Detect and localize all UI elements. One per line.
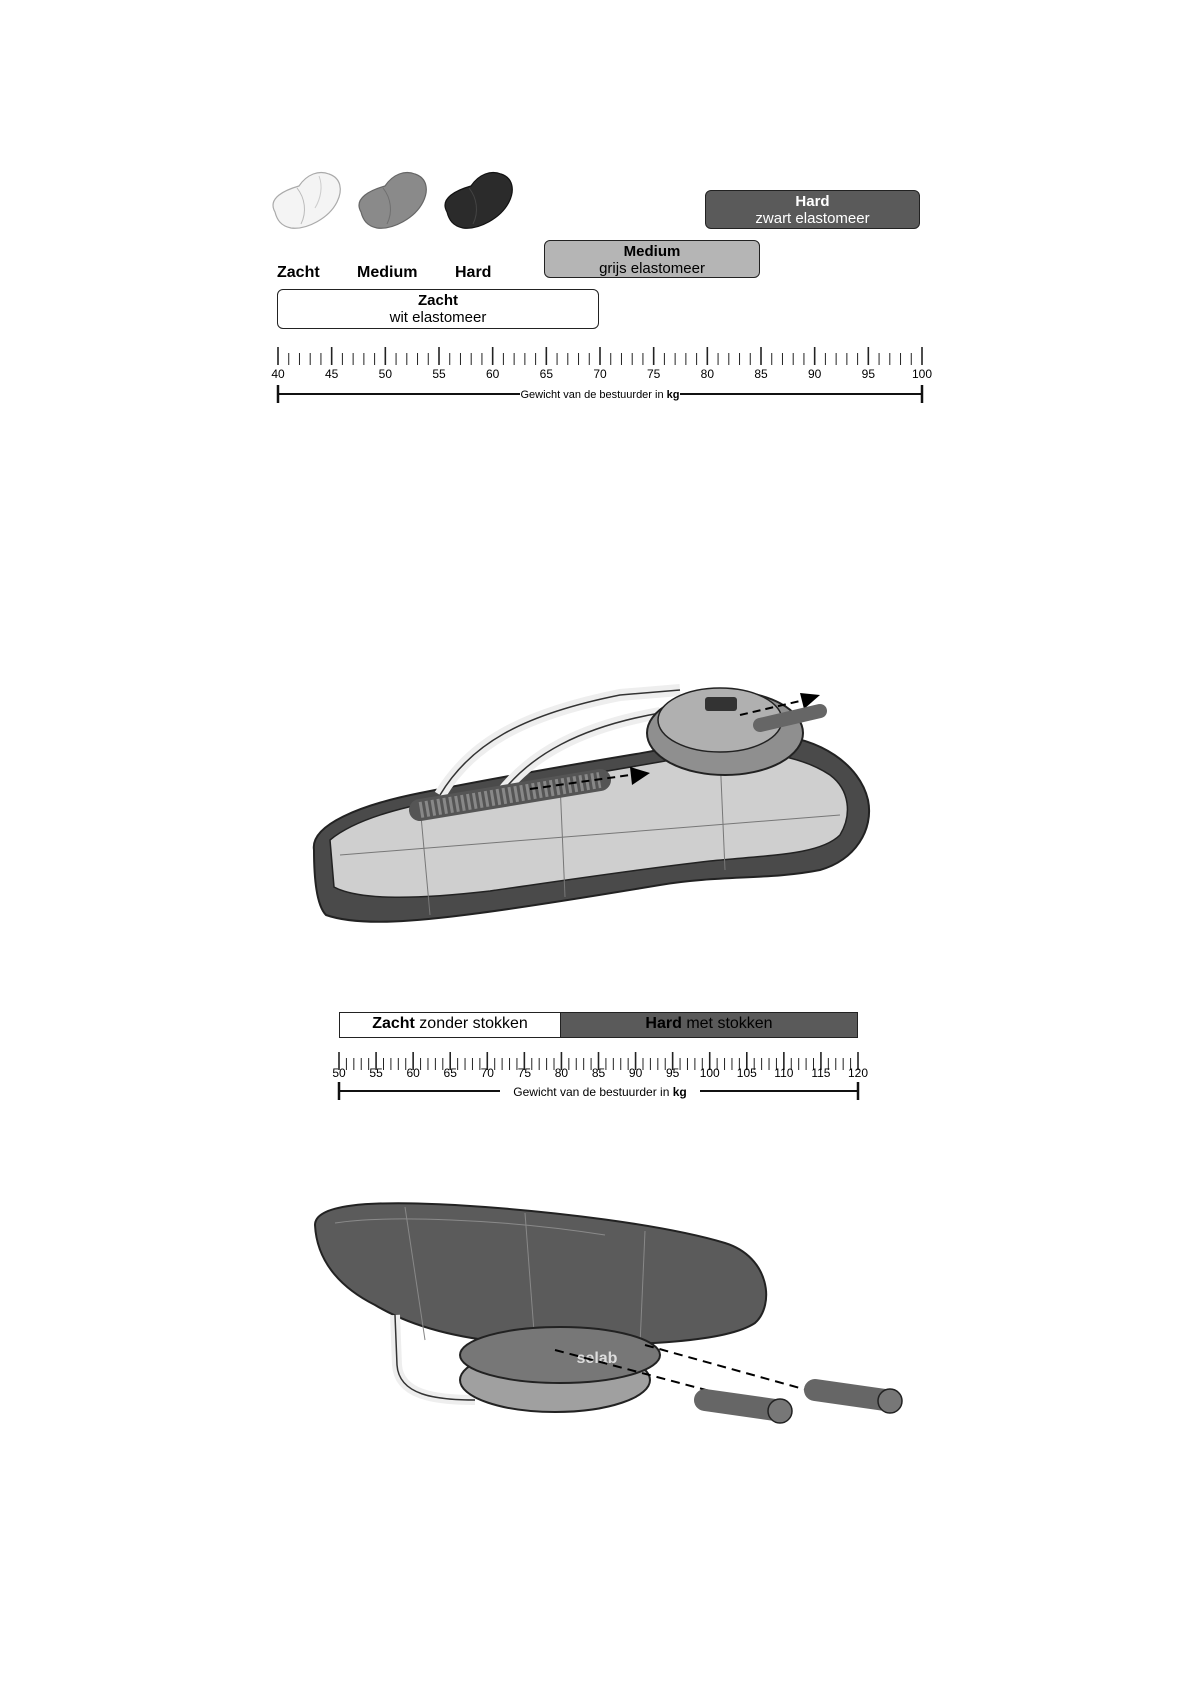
ruler-tick-label: 50 bbox=[378, 367, 393, 381]
ruler-2-axis bbox=[339, 1082, 858, 1100]
ruler-tick-label: 115 bbox=[811, 1066, 831, 1080]
ruler-tick-label: 70 bbox=[593, 367, 607, 381]
medium-range-subtitle: grijs elastomeer bbox=[599, 260, 705, 277]
ruler-1-axis-label: Gewicht van de bestuurder in kg bbox=[520, 389, 680, 401]
sample-label-medium: Medium bbox=[357, 264, 418, 281]
ruler-tick-label: 100 bbox=[911, 367, 933, 381]
elastomer-samples bbox=[265, 168, 535, 248]
no-sticks-label: zonder stokken bbox=[414, 1015, 528, 1032]
medium-range-title: Medium bbox=[623, 243, 681, 260]
ruler-tick-label: 110 bbox=[774, 1066, 794, 1080]
saddle-logo-text: selab bbox=[576, 1350, 618, 1367]
ruler-tick-label: 75 bbox=[517, 1066, 532, 1080]
ruler-tick-label: 100 bbox=[699, 1066, 720, 1080]
no-sticks-bold-label: Zacht bbox=[372, 1015, 415, 1032]
ruler-1-axis bbox=[278, 385, 922, 403]
hard-range-subtitle: zwart elastomeer bbox=[755, 210, 870, 227]
weight-ruler-2 bbox=[320, 1042, 890, 1112]
medium-elastomer-sample bbox=[359, 173, 426, 229]
soft-range-title: Zacht bbox=[417, 292, 458, 309]
ruler-tick-label: 75 bbox=[646, 367, 661, 381]
ruler-tick-label: 85 bbox=[591, 1066, 606, 1080]
ruler-tick-label: 70 bbox=[480, 1066, 494, 1080]
medium-range-box bbox=[544, 240, 760, 278]
ruler-1-ticks bbox=[278, 347, 922, 365]
saddle-bottom-illustration bbox=[305, 1195, 905, 1445]
elastomer-spring-unit bbox=[647, 688, 803, 775]
ruler-tick-label: 95 bbox=[861, 367, 876, 381]
hard-elastomer-sample bbox=[445, 173, 512, 229]
ruler-1-labels bbox=[271, 367, 932, 381]
ruler-tick-label: 60 bbox=[406, 1066, 420, 1080]
saddle-shell bbox=[314, 735, 869, 922]
ruler-tick-label: 120 bbox=[847, 1066, 869, 1080]
soft-elastomer-sample bbox=[273, 173, 340, 229]
stick-left bbox=[705, 1400, 775, 1410]
stick-right bbox=[815, 1390, 885, 1400]
with-sticks-label: met stokken bbox=[681, 1015, 773, 1032]
ruler-tick-label: 65 bbox=[443, 1066, 457, 1080]
ruler-tick-label: 60 bbox=[485, 367, 500, 381]
ruler-2-labels bbox=[332, 1066, 868, 1080]
ruler-tick-label: 90 bbox=[628, 1066, 643, 1080]
ruler-tick-label: 95 bbox=[665, 1066, 680, 1080]
ruler-tick-label: 55 bbox=[369, 1066, 383, 1080]
ruler-tick-label: 80 bbox=[700, 367, 715, 381]
hard-range-box bbox=[705, 190, 920, 229]
weight-ruler-1 bbox=[250, 335, 940, 405]
hard-range-title: Hard bbox=[795, 193, 830, 210]
with-sticks-range-bar bbox=[561, 1012, 858, 1038]
no-sticks-range-bar bbox=[339, 1012, 561, 1038]
brand-plate bbox=[705, 697, 737, 711]
soft-range-subtitle: wit elastomeer bbox=[389, 309, 487, 326]
ruler-tick-label: 50 bbox=[332, 1066, 346, 1080]
ruler-tick-label: 45 bbox=[324, 367, 339, 381]
ruler-tick-label: 90 bbox=[807, 367, 822, 381]
sample-label-soft: Zacht bbox=[277, 264, 320, 281]
ruler-tick-label: 80 bbox=[554, 1066, 569, 1080]
ruler-tick-label: 40 bbox=[271, 367, 285, 381]
ruler-tick-label: 65 bbox=[539, 367, 554, 381]
ruler-tick-label: 85 bbox=[754, 367, 768, 381]
ruler-tick-label: 105 bbox=[736, 1066, 757, 1080]
ruler-2-axis-label: Gewicht van de bestuurder in kg bbox=[513, 1085, 687, 1099]
soft-range-box bbox=[277, 289, 599, 329]
sample-label-hard: Hard bbox=[455, 264, 492, 281]
ruler-tick-label: 55 bbox=[432, 367, 446, 381]
saddle-body bbox=[315, 1203, 766, 1345]
with-sticks-bold-label: Hard bbox=[645, 1015, 682, 1032]
saddle-top-illustration bbox=[300, 665, 900, 945]
